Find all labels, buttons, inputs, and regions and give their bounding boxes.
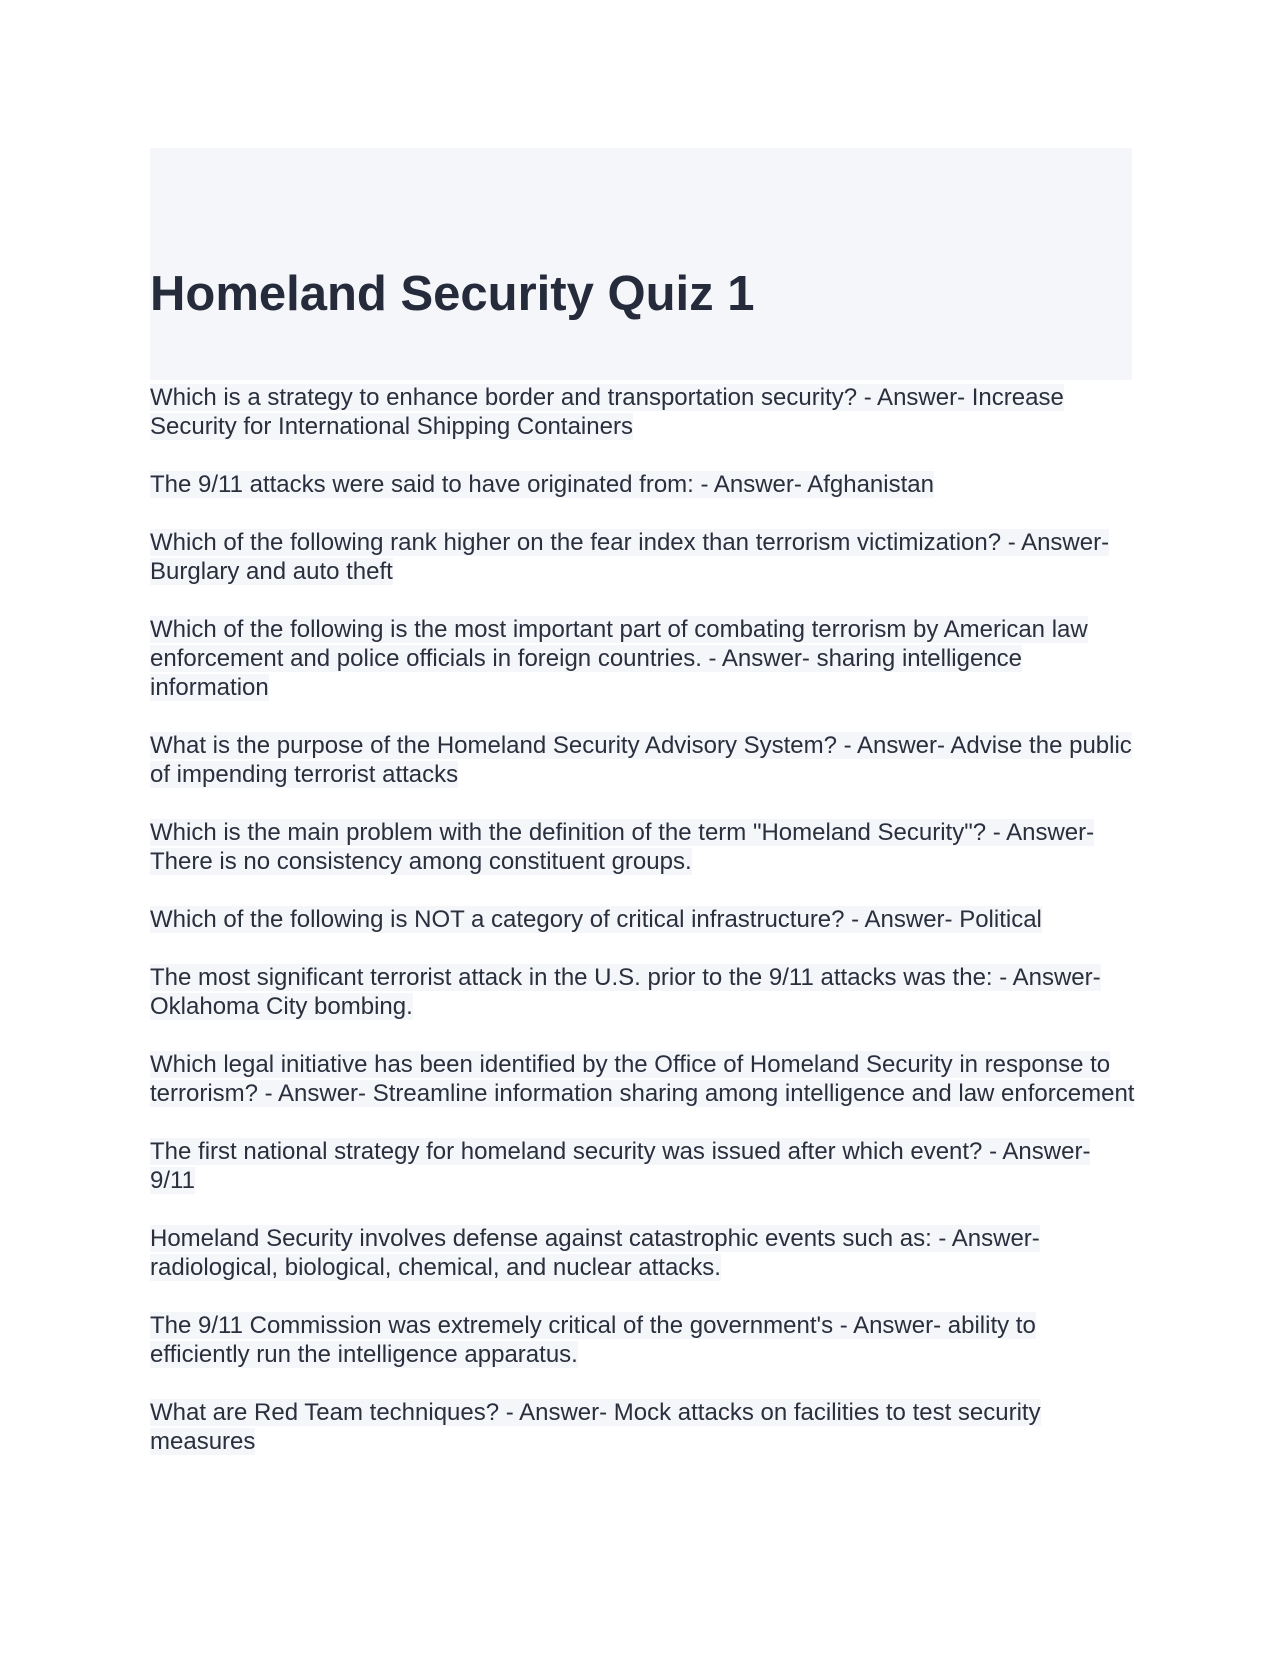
qa-item: [150, 470, 1135, 499]
qa-text: What is the purpose of the Homeland Security Advisory System? - Answer- Advise the public of impending terrorist attacks: [150, 732, 1132, 788]
qa-text: The first national strategy for homeland security was issued after which event? - Answer- 9/11: [150, 1138, 1091, 1194]
title-banner: [150, 148, 1132, 380]
qa-item: [150, 528, 1135, 586]
qa-item: [150, 818, 1135, 876]
qa-text: The 9/11 attacks were said to have originated from: - Answer- Afghanistan: [150, 471, 934, 498]
qa-text: Homeland Security involves defense against catastrophic events such as: - Answer- radiological, biological, chemical, and nuclear attacks.: [150, 1225, 1040, 1281]
qa-item: [150, 1137, 1135, 1195]
page-title: Homeland Security Quiz 1: [150, 267, 755, 321]
qa-text: The 9/11 Commission was extremely critical of the government's - Answer- ability to efficiently run the intelligence apparatus.: [150, 1312, 1036, 1368]
qa-text: Which of the following is NOT a category of critical infrastructure? - Answer- Political: [150, 906, 1042, 933]
qa-text: Which is the main problem with the definition of the term "Homeland Security"? - Answer- There is no consistency among constituent groups.: [150, 819, 1095, 875]
qa-text: Which of the following is the most important part of combating terrorism by American law enforcement and police officials in foreign countries. - Answer- sharing intelligence information: [150, 616, 1088, 701]
qa-item: [150, 963, 1135, 1021]
qa-text: Which legal initiative has been identified by the Office of Homeland Security in response to terrorism? - Answer- Streamline information sharing among intelligence and law enforcement: [150, 1051, 1135, 1107]
qa-item: [150, 615, 1135, 702]
qa-text: The most significant terrorist attack in the U.S. prior to the 9/11 attacks was the: - Answer- Oklahoma City bombing.: [150, 964, 1101, 1020]
qa-list: [150, 383, 1135, 1485]
qa-item: [150, 1050, 1135, 1108]
qa-item: [150, 383, 1135, 441]
qa-item: [150, 1224, 1135, 1282]
qa-item: [150, 1398, 1135, 1456]
qa-text: Which of the following rank higher on the fear index than terrorism victimization? - Answer- Burglary and auto theft: [150, 529, 1110, 585]
qa-text: Which is a strategy to enhance border and transportation security? - Answer- Increase Security for International Shipping Containers: [150, 384, 1064, 440]
qa-item: [150, 1311, 1135, 1369]
qa-item: [150, 731, 1135, 789]
qa-item: [150, 905, 1135, 934]
qa-text: What are Red Team techniques? - Answer- Mock attacks on facilities to test security measures: [150, 1399, 1041, 1455]
